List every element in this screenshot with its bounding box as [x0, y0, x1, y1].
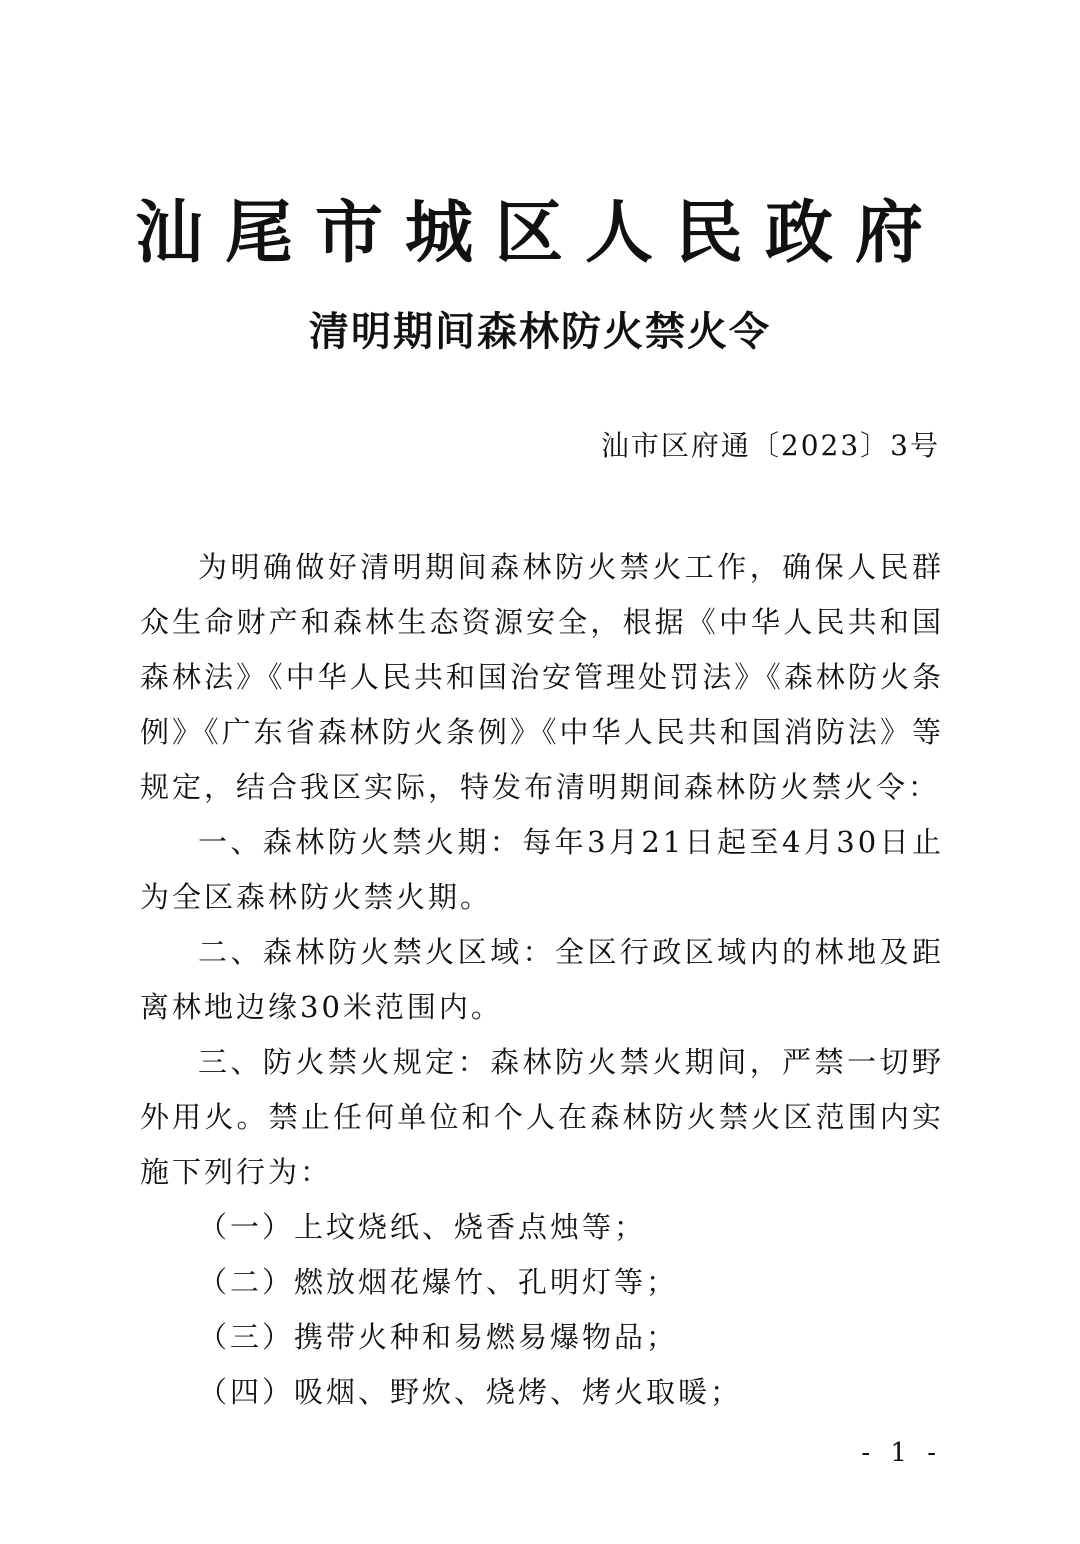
intro-paragraph: 为明确做好清明期间森林防火禁火工作，确保人民群众生命财产和森林生态资源安全，根据《中华人民共和国森林法》《中华人民共和国治安管理处罚法》《森林防火条例》《广东省森林防火条例》《中华人民共和国消防法》等规定，结合我区实际，特发布清明期间森林防火禁火令： [140, 550, 944, 804]
clause-fire-ban-area: 二、森林防火禁火区域：全区行政区域内的林地及距离林地边缘30米范围内。 [140, 935, 944, 1024]
list-item: （一）上坟烧纸、烧香点烛等； [198, 1210, 647, 1244]
document-number: 汕市区府通〔2023〕3号 [600, 429, 940, 462]
list-item: （三）携带火种和易燃易爆物品； [198, 1320, 679, 1354]
clause-fire-ban-period: 一、森林防火禁火期：每年3月21日起至4月30日止为全区森林防火禁火期。 [140, 825, 944, 914]
page-number: - 1 - [861, 1438, 942, 1468]
clause-fire-ban-rules: 三、防火禁火规定：森林防火禁火期间，严禁一切野外用火。禁止任何单位和个人在森林防火禁火区范围内实施下列行为： [140, 1045, 944, 1189]
document-title: 清明期间森林防火禁火令 [309, 309, 771, 355]
document-body [140, 540, 944, 1420]
list-item: （二）燃放烟花爆竹、孔明灯等； [198, 1265, 679, 1299]
issuer-heading: 汕尾市城区人民政府 [134, 194, 945, 273]
list-item: （四）吸烟、野炊、烧烤、烤火取暖； [198, 1375, 743, 1409]
